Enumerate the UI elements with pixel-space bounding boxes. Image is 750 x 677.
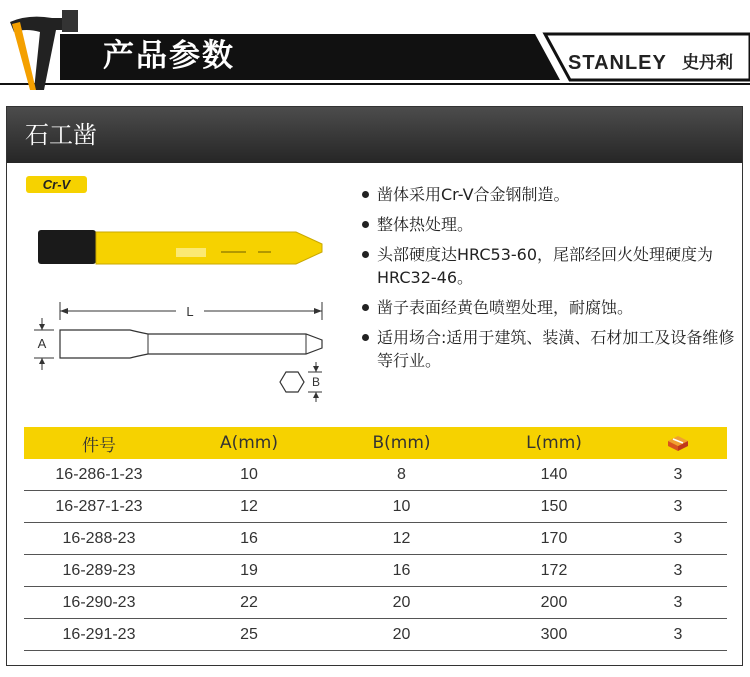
feature-item	[360, 183, 735, 206]
table-row	[24, 555, 727, 587]
feature-text: 凿子表面经黄色喷塑处理，耐腐蚀。	[377, 298, 634, 317]
chisel-diagram	[26, 230, 336, 410]
bullet-icon	[362, 251, 369, 258]
page-title: 产品参数	[103, 38, 235, 74]
cell-package: 3	[629, 587, 727, 619]
spec-table	[24, 427, 727, 651]
product-name: 石工凿	[25, 121, 97, 149]
cell-part-no: 16-286-1-23	[24, 459, 174, 491]
feature-item	[360, 213, 735, 236]
length-label: L	[186, 304, 194, 319]
brand-logo: STANLEY	[568, 52, 667, 74]
column-header-part-no: 件号	[24, 427, 174, 459]
cell-package: 3	[629, 491, 727, 523]
cell-part-no: 16-289-23	[24, 555, 174, 587]
bullet-icon	[362, 334, 369, 341]
cell-part-no: 16-290-23	[24, 587, 174, 619]
hammer-logo-icon	[0, 0, 86, 98]
cell-part-no: 16-287-1-23	[24, 491, 174, 523]
box-icon	[665, 434, 691, 452]
cell-l: 172	[479, 555, 629, 587]
column-header-l: L(mm)	[479, 427, 629, 459]
table-row	[24, 459, 727, 491]
feature-text: 头部硬度达HRC53-60，尾部经回火处理硬度为HRC32-46。	[377, 245, 714, 287]
table-header-row	[24, 427, 727, 459]
feature-item	[360, 326, 735, 372]
cell-l: 200	[479, 587, 629, 619]
cell-b: 16	[324, 555, 479, 587]
feature-text: 凿体采用Cr-V合金钢制造。	[377, 185, 570, 204]
cell-package: 3	[629, 523, 727, 555]
feature-list	[360, 183, 735, 379]
chisel-outline	[60, 330, 322, 358]
feature-text: 适用场合:适用于建筑、装潢、石材加工及设备维修等行业。	[377, 328, 735, 370]
cell-l: 140	[479, 459, 629, 491]
header-banner	[0, 0, 750, 98]
cell-a: 12	[174, 491, 324, 523]
cell-l: 300	[479, 619, 629, 651]
cell-b: 20	[324, 619, 479, 651]
column-header-a: A(mm)	[174, 427, 324, 459]
cell-a: 22	[174, 587, 324, 619]
bullet-icon	[362, 191, 369, 198]
table-row	[24, 491, 727, 523]
bullet-icon	[362, 221, 369, 228]
column-header-package	[629, 427, 727, 459]
product-header	[7, 107, 742, 163]
a-label: A	[37, 336, 47, 351]
brand-logo-cn: 史丹利	[682, 53, 733, 73]
b-label: B	[311, 375, 321, 389]
cell-a: 25	[174, 619, 324, 651]
cell-b: 12	[324, 523, 479, 555]
cell-l: 150	[479, 491, 629, 523]
table-row	[24, 523, 727, 555]
cell-part-no: 16-288-23	[24, 523, 174, 555]
feature-item	[360, 296, 735, 319]
cell-a: 16	[174, 523, 324, 555]
table-row	[24, 587, 727, 619]
cell-part-no: 16-291-23	[24, 619, 174, 651]
table-row	[24, 619, 727, 651]
cell-package: 3	[629, 459, 727, 491]
cell-package: 3	[629, 619, 727, 651]
chisel-photo	[38, 230, 322, 264]
feature-item	[360, 243, 735, 289]
cell-a: 19	[174, 555, 324, 587]
cell-package: 3	[629, 555, 727, 587]
cell-l: 170	[479, 523, 629, 555]
bullet-icon	[362, 304, 369, 311]
feature-text: 整体热处理。	[377, 215, 474, 234]
cell-b: 20	[324, 587, 479, 619]
column-header-b: B(mm)	[324, 427, 479, 459]
material-badge: Cr-V	[26, 176, 87, 193]
cell-b: 10	[324, 491, 479, 523]
cell-a: 10	[174, 459, 324, 491]
cell-b: 8	[324, 459, 479, 491]
